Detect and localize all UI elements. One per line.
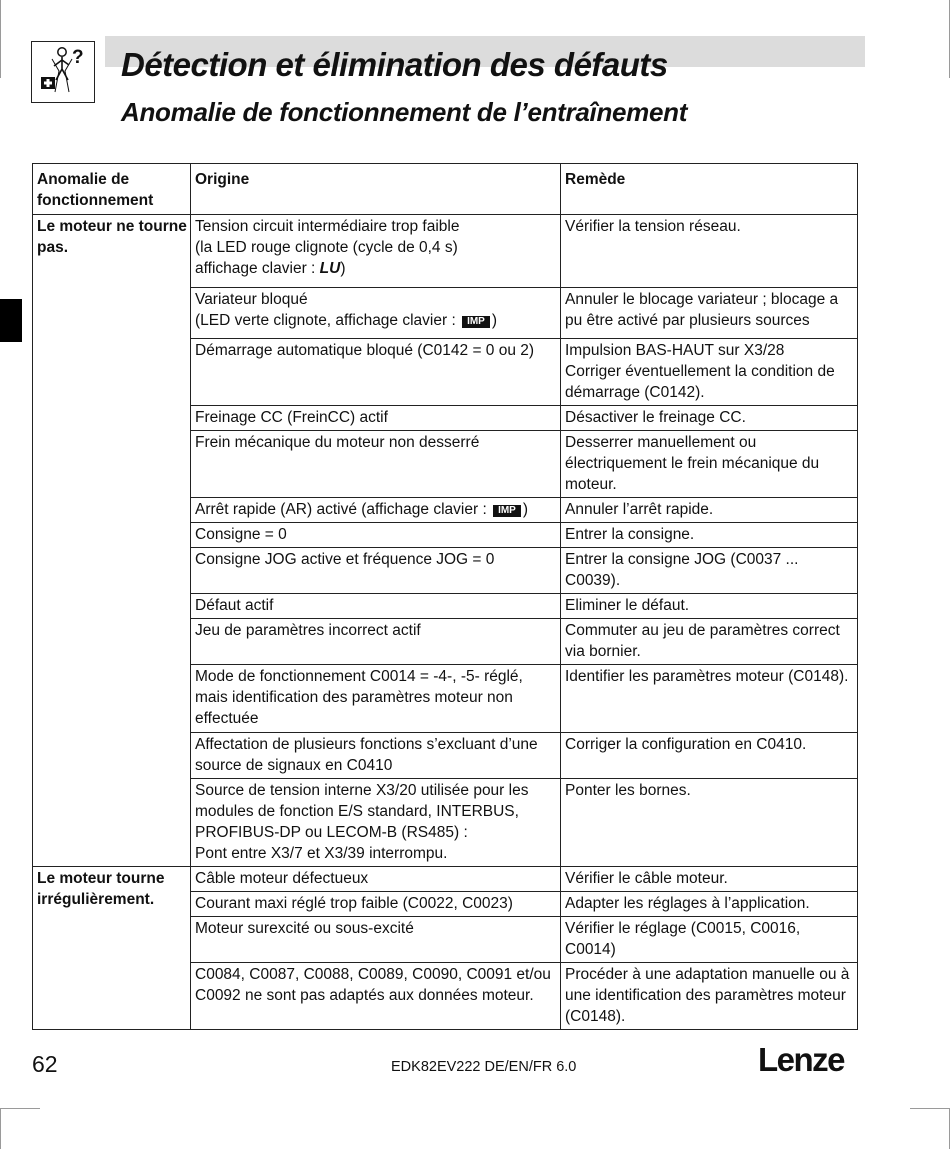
remedy-text: Corriger éventuellement la condition de démarrage (C0142). [565, 363, 835, 401]
remedy-text: Désactiver le freinage CC. [565, 409, 746, 426]
remedy-cell [561, 619, 858, 665]
origin-text: Arrêt rapide (AR) activé (affichage clavier : [195, 501, 492, 518]
remedy-text: Identifier les paramètres moteur (C0148). [565, 668, 849, 685]
remedy-cell [561, 548, 858, 594]
origin-text: Source de tension interne X3/20 utilisée pour les modules de fonction E/S standard, INTERBUS, PROFIBUS-DP ou LECOM-B (RS485) : [195, 782, 529, 841]
category-cell: Le moteur tourne irrégulièrement. [33, 867, 191, 1030]
origin-cell [191, 917, 561, 963]
origin-text: Freinage CC (FreinCC) actif [195, 409, 388, 426]
origin-text: ) [491, 312, 498, 329]
remedy-text: Vérifier la tension réseau. [565, 218, 741, 235]
remedy-text: Corriger la configuration en C0410. [565, 736, 807, 753]
remedy-cell [561, 339, 858, 406]
origin-cell [191, 963, 561, 1030]
origin-cell [191, 733, 561, 779]
remedy-cell [561, 288, 858, 339]
origin-text: affichage clavier : [195, 260, 320, 277]
origin-text: Jeu de paramètres incorrect actif [195, 622, 421, 639]
remedy-cell [561, 733, 858, 779]
column-header-origine: Origine [191, 164, 561, 215]
remedy-text: Desserrer manuellement ou électriquement le frein mécanique du moteur. [565, 434, 820, 493]
remedy-text: Adapter les réglages à l’application. [565, 895, 810, 912]
remedy-cell [561, 665, 858, 733]
origin-cell [191, 498, 561, 523]
origin-text: Démarrage automatique bloqué (C0142 = 0 ou 2) [195, 342, 535, 359]
origin-cell [191, 594, 561, 619]
remedy-cell [561, 594, 858, 619]
origin-text: Défaut actif [195, 597, 274, 614]
remedy-text: Vérifier le câble moteur. [565, 870, 728, 887]
origin-cell [191, 619, 561, 665]
brand-logo: Lenze [758, 1041, 845, 1078]
origin-text: Variateur bloqué [195, 291, 308, 308]
section-tab-marker [0, 299, 22, 342]
remedy-cell [561, 917, 858, 963]
crop-mark [0, 0, 1, 78]
remedy-text: Entrer la consigne. [565, 526, 695, 543]
page-title: Détection et élimination des défauts [121, 46, 668, 83]
crop-mark [0, 1108, 1, 1149]
origin-text: Courant maxi réglé trop faible (C0022, C0023) [195, 895, 513, 912]
origin-text: C0084, C0087, C0088, C0089, C0090, C0091 et/ou C0092 ne sont pas adaptés aux données moteur. [195, 966, 551, 1004]
keypad-display-imp: IMP [493, 505, 521, 517]
origin-cell [191, 523, 561, 548]
remedy-text: Impulsion BAS-HAUT sur X3/28 [565, 342, 785, 359]
page-subtitle: Anomalie de fonctionnement de l’entraînement [121, 97, 688, 127]
svg-text:?: ? [72, 47, 84, 68]
origin-text: (la LED rouge clignote (cycle de 0,4 s) [195, 239, 458, 256]
remedy-text: Commuter au jeu de paramètres correct via bornier. [565, 622, 840, 660]
remedy-text: Annuler le blocage variateur ; blocage a pu être activé par plusieurs sources [565, 291, 839, 329]
origin-cell [191, 665, 561, 733]
fault-table [32, 163, 858, 1030]
page-number: 62 [32, 1051, 58, 1077]
remedy-text: Ponter les bornes. [565, 782, 691, 799]
remedy-text: Vérifier le réglage (C0015, C0016, C0014) [565, 920, 801, 958]
remedy-text: Eliminer le défaut. [565, 597, 690, 614]
origin-text: Consigne JOG active et fréquence JOG = 0 [195, 551, 495, 568]
origin-cell [191, 892, 561, 917]
remedy-text: Procéder à une adaptation manuelle ou à une identification des paramètres moteur (C0148). [565, 966, 850, 1025]
origin-text: Pont entre X3/7 et X3/39 interrompu. [195, 845, 448, 862]
origin-cell [191, 779, 561, 867]
remedy-cell [561, 523, 858, 548]
origin-text: Mode de fonctionnement C0014 = -4-, -5- réglé, mais identification des paramètres moteur non effectuée [195, 668, 523, 727]
document-reference: EDK82EV222 DE/EN/FR 6.0 [391, 1059, 577, 1075]
remedy-cell [561, 431, 858, 498]
crop-mark [0, 1108, 40, 1109]
remedy-cell [561, 963, 858, 1030]
origin-text: Affectation de plusieurs fonctions s’excluant d’une source de signaux en C0410 [195, 736, 538, 774]
origin-cell [191, 288, 561, 339]
origin-cell [191, 406, 561, 431]
remedy-cell [561, 215, 858, 288]
origin-text: ) [522, 501, 529, 518]
remedy-cell [561, 779, 858, 867]
remedy-text: Entrer la consigne JOG (C0037 ... C0039). [565, 551, 799, 589]
crop-mark [910, 1108, 950, 1109]
remedy-cell [561, 892, 858, 917]
origin-text: ) [340, 260, 346, 277]
column-header-anomalie: Anomalie de fonctionnement [33, 164, 191, 215]
keypad-display-imp: IMP [462, 316, 490, 328]
remedy-cell [561, 406, 858, 431]
origin-text: (LED verte clignote, affichage clavier : [195, 312, 461, 329]
keypad-display-lu: LU [319, 260, 341, 277]
origin-text: Frein mécanique du moteur non desserré [195, 434, 480, 451]
origin-text: Câble moteur défectueux [195, 870, 369, 887]
origin-cell [191, 867, 561, 892]
origin-cell [191, 431, 561, 498]
remedy-cell [561, 498, 858, 523]
troubleshooting-icon [31, 41, 95, 103]
origin-cell [191, 548, 561, 594]
table-row [33, 867, 858, 892]
category-cell: Le moteur ne tourne pas. [33, 215, 191, 867]
table-row [33, 215, 858, 288]
origin-text: Tension circuit intermédiaire trop faible [195, 218, 460, 235]
origin-text: Moteur surexcité ou sous-excité [195, 920, 414, 937]
column-header-remede: Remède [561, 164, 858, 215]
table-header-row [33, 164, 858, 215]
origin-cell [191, 339, 561, 406]
origin-cell [191, 215, 561, 288]
remedy-text: Annuler l’arrêt rapide. [565, 501, 714, 518]
remedy-cell [561, 867, 858, 892]
origin-text: Consigne = 0 [195, 526, 287, 543]
